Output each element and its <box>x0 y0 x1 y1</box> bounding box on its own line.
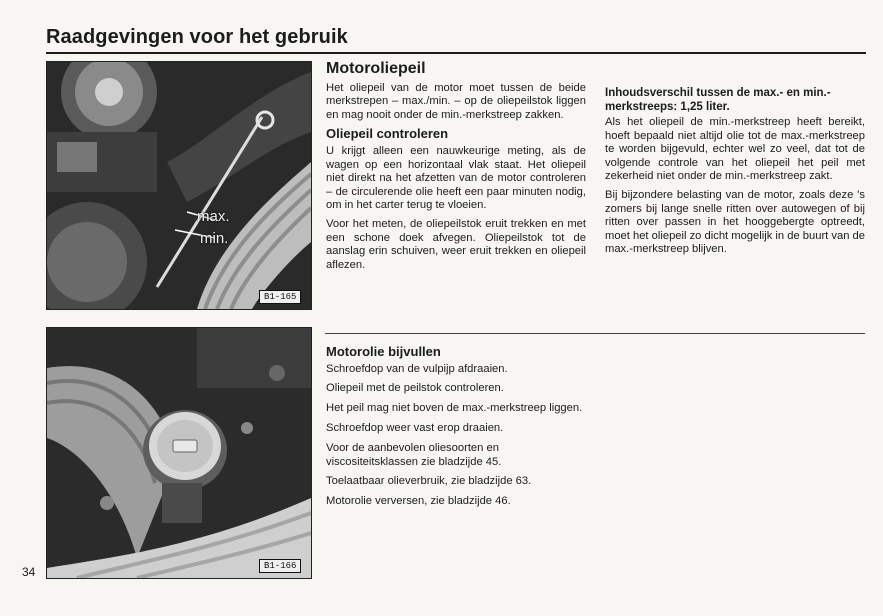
paragraph: Als het oliepeil de min.-merkstreep heeft bereikt, hoeft bepaald niet altijd olie tot de max.-merkstreep te worden bijgevuld, echter wel zo veel, dat tot de volgende controle van het oliepeil het peil met zekerheid niet onder de min.-merkstreep zakt. <box>605 116 865 183</box>
min-marker-label: min. <box>200 230 229 247</box>
instruction-line: Oliepeil met de peilstok controleren. <box>326 382 504 395</box>
section-title: Motorolie bijvullen <box>326 344 441 359</box>
instruction-line: Het peil mag niet boven de max.-merkstreep liggen. <box>326 402 583 415</box>
instruction-line: Toelaatbaar olieverbruik, zie bladzijde 63. <box>326 475 532 488</box>
instruction-line: Voor de aanbevolen oliesoorten en viscositeitsklassen zie bladzijde 45. <box>326 441 502 468</box>
subsection-title: Oliepeil controleren <box>326 126 449 142</box>
section-title: Motoroliepeil <box>326 60 426 77</box>
photo-oil-filler <box>46 327 312 579</box>
paragraph: Voor het meten, de oliepeilstok eruit trekken en met een schone doek afvegen. Oliepeilstok tot de aanslag erin schuiven, weer eruit trekken en oliepeil aflezen. <box>326 217 586 271</box>
photo-dipstick <box>46 61 312 310</box>
paragraph: U krijgt alleen een nauwkeurige meting, als de wagen op een horizontaal vlak staat. Het oliepeil niet direkt na het afzetten van de motor controleren – de circulerende olie heeft een paar minuten nodig, om in het carter terug te vloeien. <box>326 144 586 212</box>
instruction-line: Schroefdop van de vulpijp afdraaien. <box>326 362 508 375</box>
section-motorolie-bijvullen <box>326 343 588 515</box>
paragraph: Het oliepeil van de motor moet tussen de beide merkstrepen – max./min. – op de oliepeilstok liggen en mag nooit onder de min.-merkstreep zakken. <box>326 81 586 121</box>
section-motoroliepeil <box>326 62 586 277</box>
instruction-line: Schroefdop weer vast erop draaien. <box>326 421 504 434</box>
paragraph: Bij bijzondere belasting van de motor, zoals deze 's zomers bij lange snelle ritten over autowegen of bij ritten over passen in het hooggebergte optreedt, moet het oliepeil zo dicht mogelijk in de buurt van de max.-merkstreep blijven. <box>605 188 865 256</box>
photo-reference-label: B1-166 <box>259 559 301 573</box>
page-header-title: Raadgevingen voor het gebruik <box>46 26 348 48</box>
header-rule <box>46 52 866 54</box>
section-divider <box>325 333 865 334</box>
instruction-line: Motorolie verversen, zie bladzijde 46. <box>326 495 511 508</box>
photo-reference-label: B1-165 <box>259 290 301 304</box>
page-number: 34 <box>22 565 36 579</box>
max-marker-label: max. <box>197 208 230 225</box>
section-heading: Inhoudsverschil tussen de max.- en min.-merkstreeps: 1,25 liter. <box>605 87 831 113</box>
section-inhoudsverschil <box>605 86 865 262</box>
oil-filler-cap-illustration <box>47 328 311 578</box>
engine-dipstick-illustration <box>47 62 311 309</box>
